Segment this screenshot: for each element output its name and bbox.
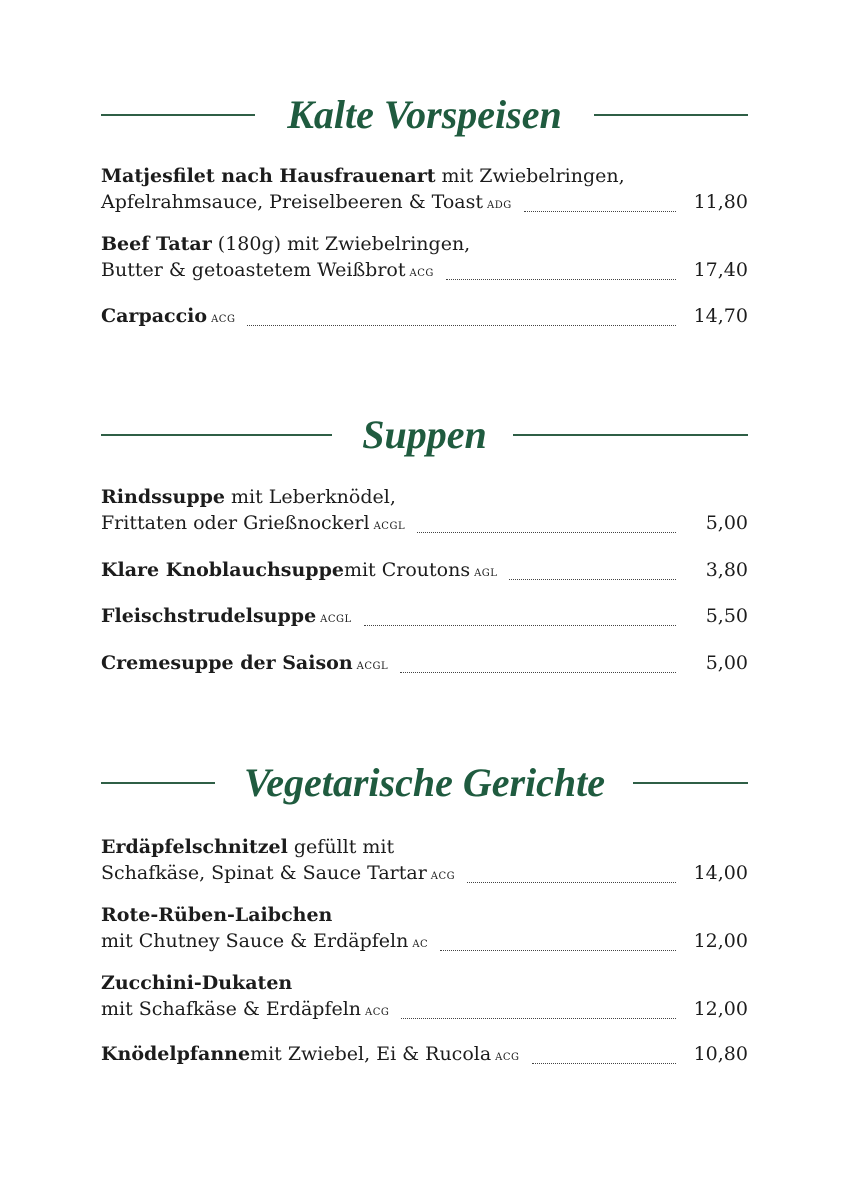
item-price: 5,00 [705, 512, 748, 534]
allergen-codes: ACGL [320, 614, 352, 625]
dot-leader [440, 949, 676, 951]
item-price: 12,00 [693, 930, 748, 952]
item-description-continued: mit Chutney Sauce & Erdäpfeln [101, 930, 409, 952]
allergen-codes: ACGL [373, 521, 406, 532]
item-description-continued: Frittaten oder Grießnockerl [101, 512, 370, 534]
section-title: Vegetarische Gerichte [243, 760, 606, 805]
menu-item [101, 902, 748, 958]
item-description-continued: Apfelrahmsauce, Preiselbeeren & Toast [101, 191, 483, 213]
menu-item [101, 557, 748, 587]
item-name: Erdäpfelschnitzel [101, 836, 288, 858]
item-price: 17,40 [693, 259, 748, 281]
dot-leader [401, 1017, 676, 1019]
allergen-codes: ADG [487, 200, 512, 211]
dot-leader [446, 278, 676, 280]
allergen-codes: ACG [211, 314, 236, 325]
section-header [101, 410, 748, 460]
dot-leader [400, 671, 676, 673]
item-name: Zucchini-Dukaten [101, 972, 293, 994]
item-price: 14,70 [693, 305, 748, 327]
item-price: 14,00 [693, 862, 748, 884]
section-title: Suppen [362, 412, 487, 457]
dot-leader [467, 881, 676, 883]
section-kalte-vorspeisen [101, 90, 748, 327]
item-price: 11,80 [693, 191, 748, 213]
allergen-codes: ACG [409, 268, 434, 279]
dot-leader [364, 624, 676, 626]
item-description: (180g) mit Zwiebelringen, [211, 233, 471, 255]
menu-item [101, 1041, 748, 1071]
menu-item [101, 484, 748, 540]
section-vegetarische-gerichte [101, 758, 748, 1065]
dot-leader [509, 578, 676, 580]
menu-item [101, 650, 748, 680]
item-price: 12,00 [693, 998, 748, 1020]
item-description-continued: mit Schafkäse & Erdäpfeln [101, 998, 362, 1020]
allergen-codes: ACG [495, 1052, 520, 1063]
item-description-continued: Butter & getoastetem Weißbrot [101, 259, 406, 281]
item-name: Matjesfilet nach Hausfrauenart [101, 165, 436, 187]
menu-item [101, 163, 748, 219]
dot-leader [532, 1062, 676, 1064]
section-title: Kalte Vorspeisen [287, 92, 562, 137]
item-name: Klare Knoblauchsuppe [101, 559, 344, 581]
menu-item [101, 231, 748, 287]
item-price: 3,80 [705, 559, 748, 581]
section-suppen [101, 410, 748, 674]
item-name: Cremesuppe der Saison [101, 652, 353, 674]
item-description: mit Zwiebelringen, [435, 165, 625, 187]
item-name: Rote-Rüben-Laibchen [101, 904, 333, 926]
dot-leader [524, 210, 676, 212]
item-name: Carpaccio [101, 305, 208, 327]
item-description: mit Leberknödel, [224, 486, 396, 508]
item-price: 5,00 [705, 652, 748, 674]
item-name: Knödelpfanne [101, 1043, 251, 1065]
menu-item [101, 303, 748, 333]
item-description: mit Croutons [343, 559, 471, 581]
dot-leader [417, 531, 676, 533]
menu-item [101, 603, 748, 633]
allergen-codes: ACGL [356, 661, 389, 672]
section-header [101, 758, 748, 808]
allergen-codes: ACG [430, 871, 456, 882]
dot-leader [247, 324, 676, 326]
item-description: mit Zwiebel, Ei & Rucola [250, 1043, 492, 1065]
item-description-continued: Schafkäse, Spinat & Sauce Tartar [101, 862, 427, 884]
allergen-codes: ACG [365, 1007, 390, 1018]
allergen-codes: AGL [474, 568, 498, 579]
allergen-codes: AC [412, 939, 429, 950]
item-name: Rindssuppe [101, 486, 225, 508]
item-name: Beef Tatar [101, 233, 212, 255]
section-header [101, 90, 748, 140]
menu-item [101, 834, 748, 890]
menu-item [101, 970, 748, 1026]
item-description: gefüllt mit [287, 836, 395, 858]
item-price: 5,50 [705, 605, 748, 627]
item-name: Fleischstrudelsuppe [101, 605, 317, 627]
item-price: 10,80 [693, 1043, 748, 1065]
